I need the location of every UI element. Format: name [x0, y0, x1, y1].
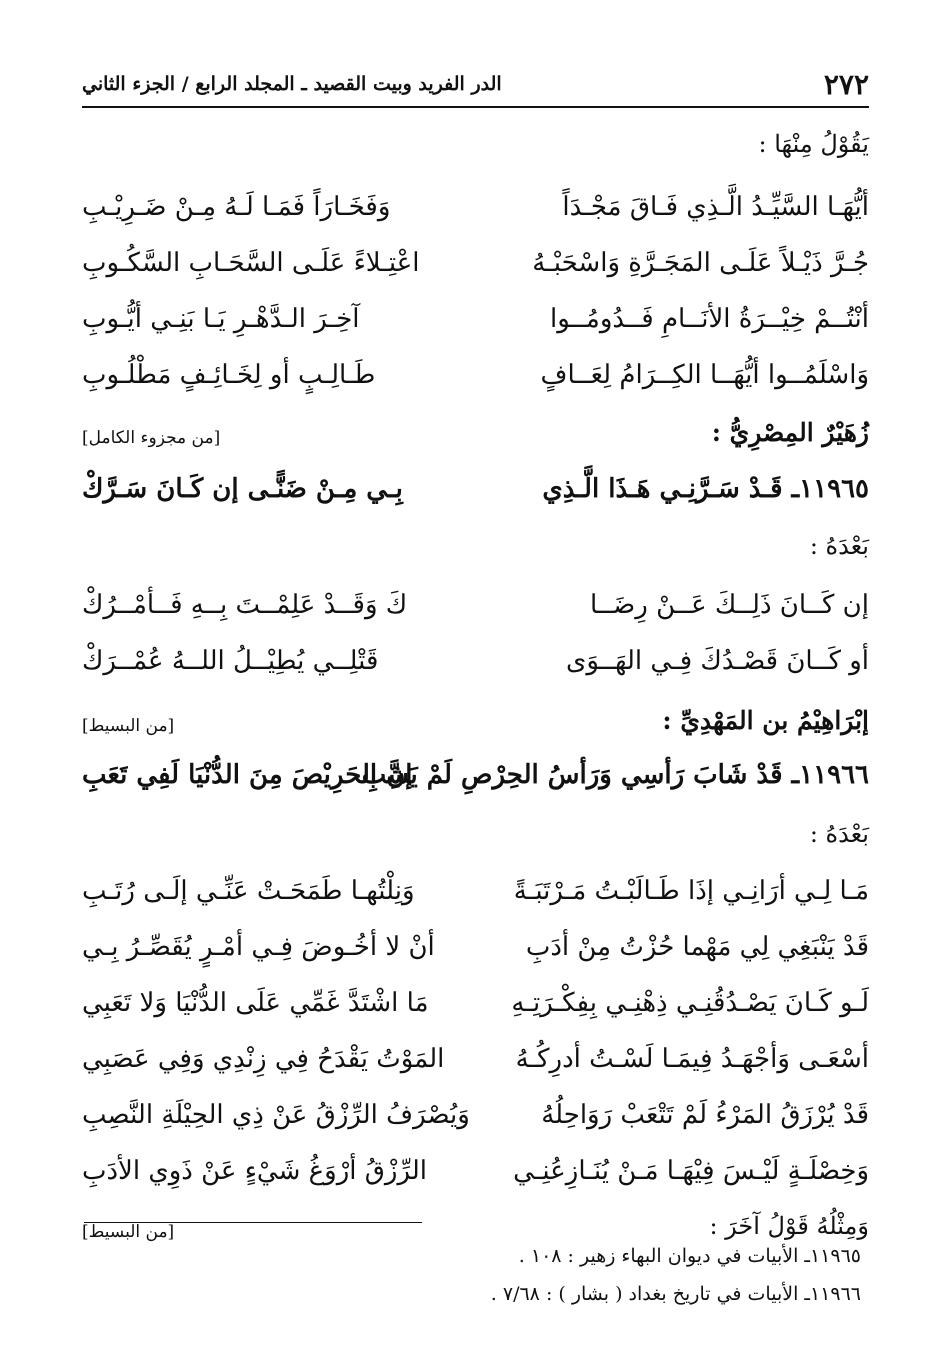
hemistich-right: وَخِصْلَـةٍ لَيْـسَ فِيْهَـا مَـنْ يُنَـازِعُنِـي — [513, 1156, 869, 1186]
hemistich-right: وَاسْلَمُــوا أيُّهَــا الكِــرَامُ لِعَــافٍ — [540, 360, 869, 390]
hemistich-left: بِـي مِـنْ ضَنًّـى إن كَـانَ سَـرَّكْ — [82, 474, 403, 504]
verse-line — [82, 646, 869, 702]
hemistich-left: الرِّزْقُ أرْوَغُ شَيْءٍ عَنْ ذَوِي الأدَبِ — [82, 1156, 427, 1186]
hemistich-right: أو كَــانَ قَصْـدُكَ فِـي الهَــوَى — [566, 646, 869, 676]
hemistich-left: وَفَخَـارَاً فَمَـا لَـهُ مِـنْ ضَـرِيْـبِ — [82, 192, 391, 222]
poet-name: زُهَيْرٌ المِصْرِيُّ : — [711, 418, 869, 447]
hemistich-left: المَوْتُ يَقْدَحُ فِي زِنْدِي وَفِي عَصَبِي — [82, 1044, 445, 1074]
verse-line — [82, 932, 869, 988]
hemistich-left: آخِـرَ الـدَّهْـرِ يَـا بَنِـي أيُّـوبِ — [82, 304, 360, 334]
poet-heading — [82, 706, 869, 762]
verse-line — [82, 1156, 869, 1212]
running-title: الدر الفريد وبيت القصيد ـ المجلد الرابع / الجزء الثاني — [82, 73, 502, 95]
footnotes — [82, 1245, 861, 1321]
hemistich-right: لَـو كَـانَ يَصْـدُقُنِـي ذِهْنِـي بِفِكْـرَتِـهِ — [511, 988, 869, 1018]
hemistich-right: قَدْ يَنْبَغِي لِي مَهْما حُزْتُ مِنْ أدَبِ — [525, 932, 869, 962]
hemistich-left: إنَّ الحَرِيْصَ مِنَ الدُّنْيَا لَفِي تَعَبِ — [82, 760, 413, 790]
hemistich-right: أنْتُــمْ خِيْــرَةُ الأنَــامِ فَــدُومُــوا — [550, 304, 869, 334]
hemistich-right: ١١٩٦٦ـ قَدْ شَابَ رَأسِي وَرَأسُ الحِرْصِ لَمْ يَشِبِ — [361, 760, 869, 790]
hemistich-right: إن كَــانَ ذَلِــكَ عَــنْ رِضَــا — [590, 590, 869, 620]
poet-name: وَمِثْلُهُ قَوْلُ آخَرَ : — [709, 1212, 869, 1240]
meter-label: [من البسيط] — [82, 716, 175, 736]
hemistich-left: أنْ لا أخُـوضَ فِـي أمْـرٍ يُقَصِّـرُ بِـي — [82, 932, 435, 962]
hemistich-right: جُـرَّ ذَيْـلاً عَلَـى المَجَـرَّةِ وَاسْحَبْـهُ — [532, 248, 869, 278]
poet-name: إبْرَاهِيْمُ بن المَهْدِيِّ : — [662, 706, 869, 735]
hemistich-right: ١١٩٦٥ـ قَـدْ سَـرَّنِـي هَـذَا الَّـذِي — [542, 474, 869, 504]
verse-line — [82, 304, 869, 360]
intro-text: بَعْدَهُ : — [809, 532, 869, 560]
intro-line — [82, 532, 869, 588]
meter-label: [من مجزوء الكامل] — [82, 428, 221, 448]
verse-line — [82, 1044, 869, 1100]
hemistich-left: طَـالِـبٍ أو لِخَـائِـفٍ مَطْلُـوبِ — [82, 360, 376, 390]
intro-line — [82, 820, 869, 876]
intro-text: بَعْدَهُ : — [809, 820, 869, 848]
verse-line — [82, 192, 869, 248]
hemistich-left: مَا اشْتَدَّ غَمِّي عَلَى الدُّنْيَا وَلا تَعَبِي — [82, 988, 429, 1018]
page-number: ٢٧٢ — [823, 67, 869, 101]
meter-label: [من البسيط] — [82, 1222, 175, 1242]
numbered-verse — [82, 760, 869, 816]
hemistich-right: قَدْ يُرْزَقُ المَرْءُ لَمْ تَتْعَبْ رَوَاحِلُهُ — [541, 1100, 869, 1130]
verse-line — [82, 590, 869, 646]
verse-line — [82, 876, 869, 932]
hemistich-left: وَنِلْتُهـا طَمَحَـتْ عَنِّـي إلَـى رُتَـبِ — [82, 876, 415, 906]
hemistich-left: وَيُصْرَفُ الرِّزْقُ عَنْ ذِي الحِيْلَةِ النَّصِبِ — [82, 1100, 470, 1130]
verse-line — [82, 988, 869, 1044]
verse-line — [82, 248, 869, 304]
hemistich-left: قَتْلِــي يُطِيْــلُ اللــهُ عُمْــرَكْ — [82, 646, 379, 676]
intro-line — [82, 130, 869, 186]
footnote: ١١٩٦٦ـ الأبيات في تاريخ بغداد ( بشار ) : ٧/٦٨ . — [490, 1283, 861, 1305]
numbered-verse — [82, 474, 869, 530]
hemistich-right: أسْعَـى وَأجْهَـدُ فِيمَـا لَسْـتُ أدرِكُـهُ — [515, 1044, 869, 1074]
hemistich-right: مَـا لِـي أرَانِـي إذَا طَـالَبْـتُ مَـرْتَبَـةً — [513, 876, 869, 906]
hemistich-left: اعْتِـلاءً عَلَـى السَّحَـابِ السَّكُـوبِ — [82, 248, 420, 278]
intro-text: يَقُوْلُ مِنْهَا : — [758, 130, 869, 158]
page-header — [82, 62, 869, 108]
hemistich-right: أيُّهَـا السَّيِّـدُ الَّـذِي فَـاقَ مَجْـدَاً — [562, 192, 869, 222]
hemistich-left: كَ وَقَــدْ عَلِمْــتَ بِــهِ فَــأمْــرُكْ — [82, 590, 408, 620]
poet-heading — [82, 418, 869, 474]
verse-line — [82, 1100, 869, 1156]
verse-line — [82, 360, 869, 416]
footnote: ١١٩٦٥ـ الأبيات في ديوان البهاء زهير : ١٠٨ . — [518, 1245, 861, 1267]
footnote-rule — [84, 1222, 422, 1223]
